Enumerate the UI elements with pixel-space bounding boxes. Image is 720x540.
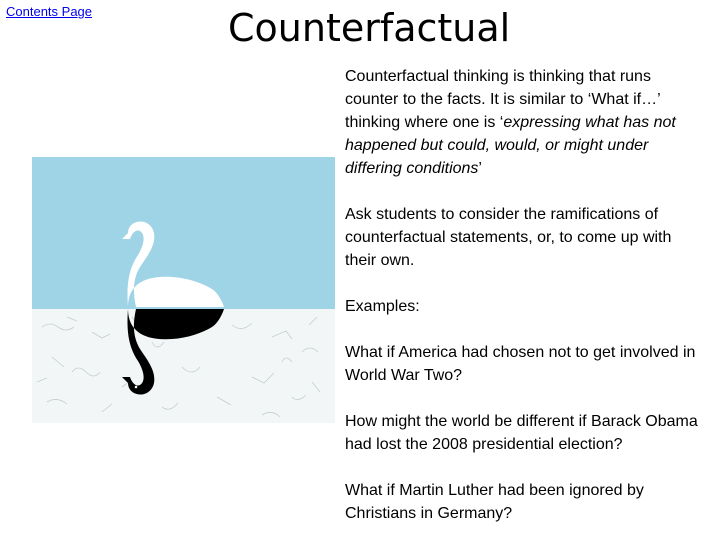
slide-body: [345, 65, 705, 525]
definition-italic-text: expressing what has not happened but could, would, or might under differing conditions: [345, 114, 676, 177]
examples-heading: Examples:: [345, 298, 420, 315]
page-title: Counterfactual: [228, 6, 511, 50]
definition-paragraph: [345, 65, 705, 180]
instruction-paragraph: Ask students to consider the ramifications of counterfactual statements, or, to come up with their own.: [345, 206, 672, 269]
swan-reflection-image: [32, 157, 335, 423]
example-item: What if America had chosen not to get involved in World War Two?: [345, 344, 696, 384]
definition-closing-quote: ’: [478, 160, 482, 177]
definition-text: Counterfactual thinking is thinking that runs counter to the facts. It is similar to ‘What if…’ thinking where one is ‘: [345, 68, 661, 131]
contents-page-link[interactable]: Contents Page: [6, 4, 93, 19]
example-item: What if Martin Luther had been ignored by Christians in Germany?: [345, 482, 644, 522]
example-item: How might the world be different if Barack Obama had lost the 2008 presidential election?: [345, 413, 698, 453]
